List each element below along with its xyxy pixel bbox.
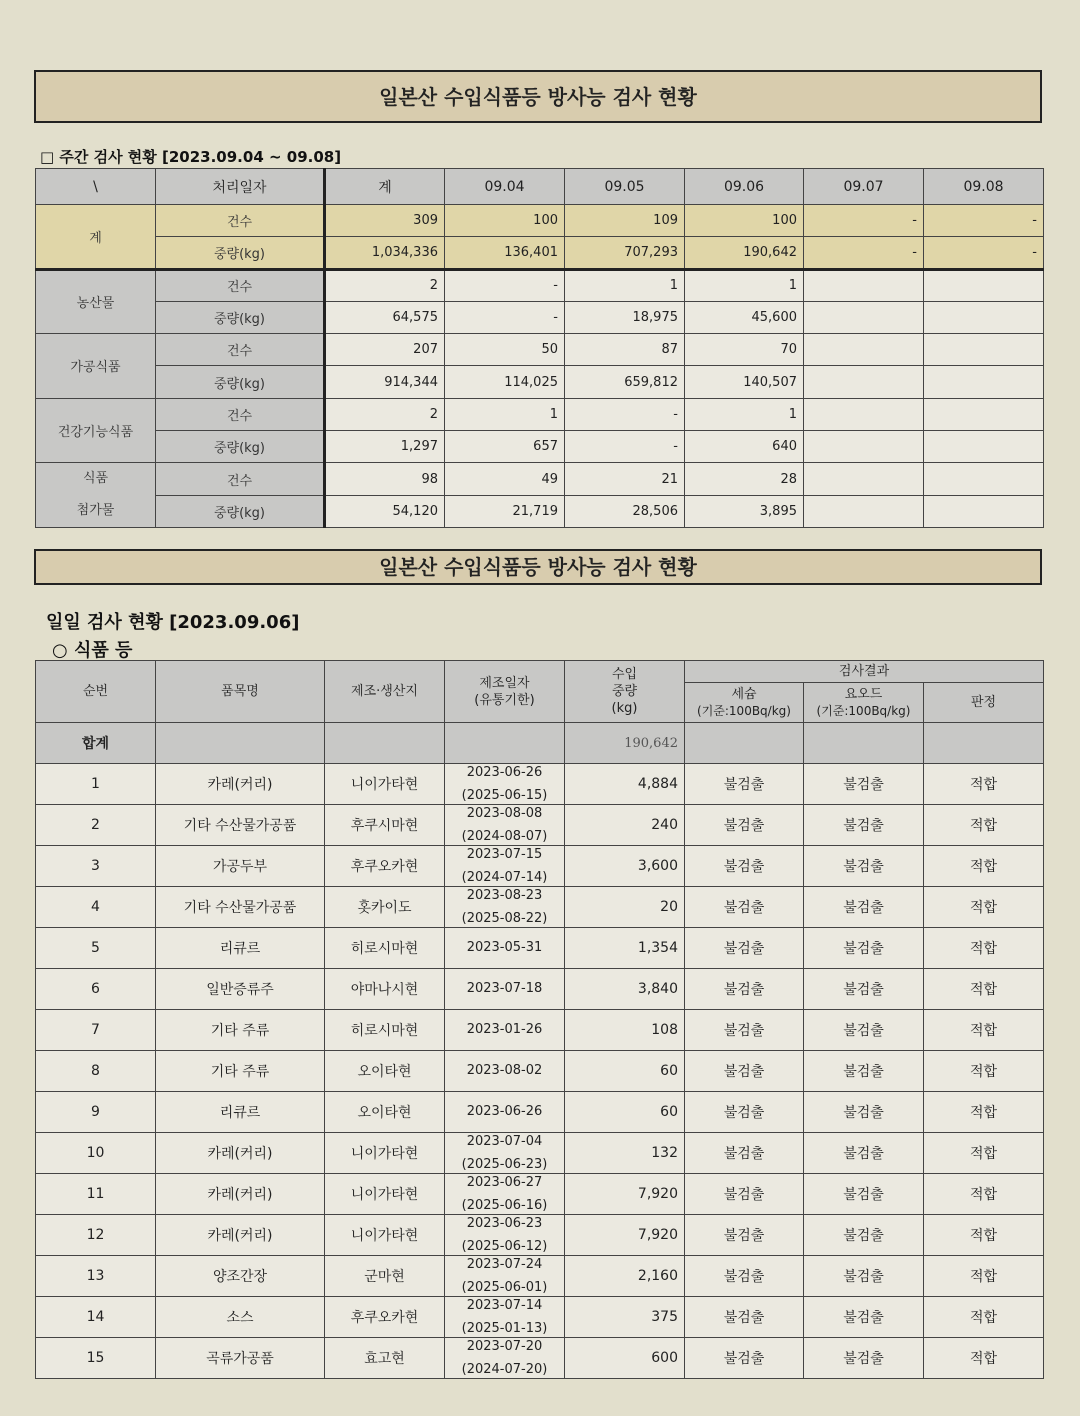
manufacture-date: 2023-07-04	[466, 1134, 543, 1149]
weekly-value: 1,034,336	[325, 237, 445, 269]
weekly-count-label: 건수	[156, 463, 325, 496]
manufacture-date-cell	[445, 1338, 565, 1379]
row-number: 10	[36, 1133, 156, 1174]
header-item: 품목명	[156, 661, 325, 723]
sum-empty	[445, 723, 565, 764]
weekly-value: 109	[565, 205, 685, 237]
expiry-date: (2025-06-23)	[461, 1157, 548, 1172]
header-cesium	[685, 683, 804, 723]
weekly-row-count	[36, 463, 1044, 496]
row-number: 15	[36, 1338, 156, 1379]
header-day: 09.08	[924, 169, 1044, 205]
manufacture-date: 2023-05-31	[466, 940, 543, 955]
manufacture-date-cell	[445, 1133, 565, 1174]
header-day: 09.07	[804, 169, 924, 205]
weekly-count-label: 건수	[156, 398, 325, 430]
header-day: 09.04	[445, 169, 565, 205]
iodine-result: 불검출	[804, 1051, 924, 1092]
item-name: 일반증류주	[156, 969, 325, 1010]
expiry-date: (2025-06-12)	[461, 1239, 548, 1254]
weekly-value: 28	[685, 463, 804, 496]
weekly-value: 21	[565, 463, 685, 496]
manufacture-date-cell	[445, 1051, 565, 1092]
weekly-value: -	[565, 398, 685, 430]
item-name: 카레(커리)	[156, 1215, 325, 1256]
import-weight: 7,920	[565, 1174, 685, 1215]
weekly-value: 54,120	[325, 495, 445, 528]
weekly-value	[924, 301, 1044, 333]
daily-row	[36, 887, 1044, 928]
weekly-value	[804, 398, 924, 430]
import-weight: 600	[565, 1338, 685, 1379]
iodine-result: 불검출	[804, 764, 924, 805]
weekly-category: 농산물	[36, 269, 156, 334]
sum-empty	[924, 723, 1044, 764]
weekly-value	[924, 495, 1044, 528]
iodine-result: 불검출	[804, 969, 924, 1010]
import-weight: 2,160	[565, 1256, 685, 1297]
item-name: 기타 주류	[156, 1051, 325, 1092]
sum-label: 합계	[36, 723, 156, 764]
daily-section-title: 일본산 수입식품등 방사능 검사 현황	[34, 549, 1042, 585]
weekly-count-label: 건수	[156, 334, 325, 366]
weekly-value: 659,812	[565, 366, 685, 398]
weekly-category	[36, 463, 156, 528]
weekly-value: 657	[445, 431, 565, 463]
row-number: 13	[36, 1256, 156, 1297]
header-cesium-line2: (기준:100Bq/kg)	[697, 703, 791, 718]
weekly-value: 140,507	[685, 366, 804, 398]
header-origin: 제조·생산지	[325, 661, 445, 723]
import-weight: 3,840	[565, 969, 685, 1010]
weekly-row-weight	[36, 301, 1044, 333]
origin: 후쿠오카현	[325, 846, 445, 887]
import-weight: 20	[565, 887, 685, 928]
weekly-value	[804, 269, 924, 301]
weekly-value: 70	[685, 334, 804, 366]
header-iodine-line2: (기준:100Bq/kg)	[816, 703, 911, 718]
cesium-result: 불검출	[685, 928, 804, 969]
sum-empty	[325, 723, 445, 764]
iodine-result: 불검출	[804, 805, 924, 846]
cesium-result: 불검출	[685, 764, 804, 805]
header-manufacture-date	[445, 661, 565, 723]
weekly-value: 1	[565, 269, 685, 301]
manufacture-date: 2023-08-02	[466, 1063, 543, 1078]
weekly-value: 640	[685, 431, 804, 463]
weekly-value: 21,719	[445, 495, 565, 528]
iodine-result: 불검출	[804, 1174, 924, 1215]
header-day: 09.05	[565, 169, 685, 205]
manufacture-date: 2023-08-23	[466, 888, 543, 903]
import-weight: 240	[565, 805, 685, 846]
weekly-value	[924, 463, 1044, 496]
weekly-category-line2: 첨가물	[76, 503, 115, 519]
iodine-result: 불검출	[804, 928, 924, 969]
row-number: 1	[36, 764, 156, 805]
verdict: 적합	[924, 1010, 1044, 1051]
origin: 오이타현	[325, 1092, 445, 1133]
manufacture-date: 2023-06-23	[466, 1216, 543, 1231]
manufacture-date-cell	[445, 887, 565, 928]
weekly-value: 18,975	[565, 301, 685, 333]
weekly-value: -	[804, 237, 924, 269]
weekly-value: 49	[445, 463, 565, 496]
weekly-value: 87	[565, 334, 685, 366]
weekly-category: 건강기능식품	[36, 398, 156, 463]
iodine-result: 불검출	[804, 1338, 924, 1379]
item-name: 리큐르	[156, 928, 325, 969]
daily-row	[36, 1215, 1044, 1256]
manufacture-date: 2023-07-15	[466, 847, 543, 862]
manufacture-date: 2023-07-24	[466, 1257, 543, 1272]
weekly-value: 98	[325, 463, 445, 496]
row-number: 3	[36, 846, 156, 887]
expiry-date: (2024-07-14)	[461, 870, 548, 885]
cesium-result: 불검출	[685, 969, 804, 1010]
verdict: 적합	[924, 1215, 1044, 1256]
row-number: 7	[36, 1010, 156, 1051]
expiry-date: (2024-07-20)	[461, 1362, 548, 1377]
daily-row	[36, 928, 1044, 969]
weekly-value: 1	[685, 269, 804, 301]
manufacture-date: 2023-07-18	[466, 981, 543, 996]
iodine-result: 불검출	[804, 846, 924, 887]
origin: 니이가타현	[325, 764, 445, 805]
weekly-value: 114,025	[445, 366, 565, 398]
row-number: 8	[36, 1051, 156, 1092]
item-name: 소스	[156, 1297, 325, 1338]
verdict: 적합	[924, 887, 1044, 928]
import-weight: 60	[565, 1051, 685, 1092]
verdict: 적합	[924, 1338, 1044, 1379]
origin: 군마현	[325, 1256, 445, 1297]
origin: 후쿠오카현	[325, 1297, 445, 1338]
verdict: 적합	[924, 805, 1044, 846]
manufacture-date-cell	[445, 1092, 565, 1133]
weekly-value: 1,297	[325, 431, 445, 463]
weekly-value	[804, 495, 924, 528]
weekly-row-count	[36, 269, 1044, 301]
weekly-heading: □ 주간 검사 현황 [2023.09.04 ~ 09.08]	[40, 148, 342, 166]
manufacture-date: 2023-06-26	[466, 765, 543, 780]
weekly-value: 2	[325, 398, 445, 430]
weekly-value: -	[445, 269, 565, 301]
weekly-row-weight	[36, 237, 1044, 269]
header-no: 순번	[36, 661, 156, 723]
item-name: 리큐르	[156, 1092, 325, 1133]
weekly-value: -	[924, 205, 1044, 237]
weekly-row-count	[36, 398, 1044, 430]
verdict: 적합	[924, 1092, 1044, 1133]
item-name: 곡류가공품	[156, 1338, 325, 1379]
weekly-value	[804, 301, 924, 333]
verdict: 적합	[924, 1174, 1044, 1215]
weekly-value	[924, 334, 1044, 366]
cesium-result: 불검출	[685, 1256, 804, 1297]
item-name: 양조간장	[156, 1256, 325, 1297]
header-date-line1: 제조일자	[479, 675, 530, 691]
daily-row	[36, 1010, 1044, 1051]
import-weight: 60	[565, 1092, 685, 1133]
origin: 후쿠시마현	[325, 805, 445, 846]
header-iodine	[804, 683, 924, 723]
weekly-row-weight	[36, 495, 1044, 528]
cesium-result: 불검출	[685, 1297, 804, 1338]
row-number: 6	[36, 969, 156, 1010]
row-number: 14	[36, 1297, 156, 1338]
weekly-value: 45,600	[685, 301, 804, 333]
weekly-value: -	[565, 431, 685, 463]
sum-empty	[685, 723, 804, 764]
origin: 니이가타현	[325, 1133, 445, 1174]
header-cesium-line1: 세슘	[731, 686, 757, 702]
row-number: 12	[36, 1215, 156, 1256]
header-result: 검사결과	[685, 661, 1044, 683]
manufacture-date: 2023-07-20	[466, 1339, 543, 1354]
import-weight: 7,920	[565, 1215, 685, 1256]
verdict: 적합	[924, 1051, 1044, 1092]
manufacture-date: 2023-07-14	[466, 1298, 543, 1313]
daily-heading: 일일 검사 현황 [2023.09.06]	[46, 612, 300, 633]
item-name: 카레(커리)	[156, 1133, 325, 1174]
expiry-date: (2025-06-16)	[461, 1198, 548, 1213]
daily-row	[36, 1297, 1044, 1338]
iodine-result: 불검출	[804, 1256, 924, 1297]
manufacture-date-cell	[445, 1215, 565, 1256]
weekly-category: 계	[36, 205, 156, 270]
origin: 효고현	[325, 1338, 445, 1379]
daily-row	[36, 764, 1044, 805]
row-number: 9	[36, 1092, 156, 1133]
manufacture-date-cell	[445, 1174, 565, 1215]
row-number: 11	[36, 1174, 156, 1215]
verdict: 적합	[924, 928, 1044, 969]
item-name: 기타 수산물가공품	[156, 887, 325, 928]
origin: 니이가타현	[325, 1215, 445, 1256]
weekly-row-count	[36, 334, 1044, 366]
cesium-result: 불검출	[685, 1174, 804, 1215]
item-name: 기타 주류	[156, 1010, 325, 1051]
weekly-value: 207	[325, 334, 445, 366]
cesium-result: 불검출	[685, 887, 804, 928]
daily-row	[36, 1256, 1044, 1297]
iodine-result: 불검출	[804, 1215, 924, 1256]
daily-row	[36, 805, 1044, 846]
iodine-result: 불검출	[804, 887, 924, 928]
weekly-value: 3,895	[685, 495, 804, 528]
cesium-result: 불검출	[685, 1338, 804, 1379]
expiry-date: (2025-01-13)	[461, 1321, 548, 1336]
manufacture-date-cell	[445, 764, 565, 805]
daily-row	[36, 1133, 1044, 1174]
weekly-value	[804, 334, 924, 366]
daily-row	[36, 1051, 1044, 1092]
item-name: 가공두부	[156, 846, 325, 887]
sum-empty	[804, 723, 924, 764]
row-number: 4	[36, 887, 156, 928]
verdict: 적합	[924, 1297, 1044, 1338]
header-iodine-line1: 요오드	[844, 686, 883, 702]
header-total: 계	[325, 169, 445, 205]
header-day: 09.06	[685, 169, 804, 205]
verdict: 적합	[924, 764, 1044, 805]
cesium-result: 불검출	[685, 1010, 804, 1051]
header-weight-line2: 중량	[611, 684, 638, 699]
manufacture-date-cell	[445, 1256, 565, 1297]
origin: 오이타현	[325, 1051, 445, 1092]
cesium-result: 불검출	[685, 1215, 804, 1256]
manufacture-date: 2023-06-26	[466, 1104, 543, 1119]
weekly-value	[924, 431, 1044, 463]
origin: 야마나시현	[325, 969, 445, 1010]
manufacture-date-cell	[445, 846, 565, 887]
food-subheading: ○ 식품 등	[52, 640, 133, 661]
import-weight: 3,600	[565, 846, 685, 887]
header-weight-line3: (kg)	[611, 701, 638, 716]
row-number: 5	[36, 928, 156, 969]
header-weight-line1: 수입	[611, 667, 638, 682]
weekly-value: -	[804, 205, 924, 237]
daily-row	[36, 1338, 1044, 1379]
import-weight: 1,354	[565, 928, 685, 969]
iodine-result: 불검출	[804, 1092, 924, 1133]
weekly-value	[924, 366, 1044, 398]
weekly-value: 100	[445, 205, 565, 237]
weekly-value	[924, 398, 1044, 430]
manufacture-date: 2023-08-08	[466, 806, 543, 821]
weekly-value	[804, 366, 924, 398]
header-verdict: 판정	[924, 683, 1044, 723]
expiry-date: (2025-08-22)	[461, 911, 548, 926]
iodine-result: 불검출	[804, 1010, 924, 1051]
manufacture-date-cell	[445, 1010, 565, 1051]
weekly-value	[804, 431, 924, 463]
verdict: 적합	[924, 1133, 1044, 1174]
weekly-value: 64,575	[325, 301, 445, 333]
expiry-date: (2025-06-01)	[461, 1280, 548, 1295]
item-name: 카레(커리)	[156, 1174, 325, 1215]
weekly-weight-label: 중량(kg)	[156, 431, 325, 463]
import-weight: 132	[565, 1133, 685, 1174]
origin: 히로시마현	[325, 928, 445, 969]
manufacture-date: 2023-06-27	[466, 1175, 543, 1190]
daily-row	[36, 1174, 1044, 1215]
weekly-row-count	[36, 205, 1044, 237]
import-weight: 375	[565, 1297, 685, 1338]
weekly-value: 309	[325, 205, 445, 237]
weekly-weight-label: 중량(kg)	[156, 301, 325, 333]
weekly-value: 2	[325, 269, 445, 301]
daily-row	[36, 969, 1044, 1010]
import-weight: 4,884	[565, 764, 685, 805]
manufacture-date-cell	[445, 1297, 565, 1338]
weekly-value	[804, 463, 924, 496]
header-date-label: 처리일자	[156, 169, 325, 205]
sum-row	[36, 723, 1044, 764]
weekly-weight-label: 중량(kg)	[156, 237, 325, 269]
sum-value: 190,642	[565, 723, 685, 764]
cesium-result: 불검출	[685, 1092, 804, 1133]
weekly-header-row	[36, 169, 1044, 205]
verdict: 적합	[924, 969, 1044, 1010]
weekly-count-label: 건수	[156, 269, 325, 301]
weekly-value: 914,344	[325, 366, 445, 398]
weekly-value: 190,642	[685, 237, 804, 269]
expiry-date: (2024-08-07)	[461, 829, 548, 844]
weekly-value	[924, 269, 1044, 301]
weekly-value: 100	[685, 205, 804, 237]
header-corner: \	[36, 169, 156, 205]
cesium-result: 불검출	[685, 805, 804, 846]
iodine-result: 불검출	[804, 1133, 924, 1174]
weekly-value: 1	[445, 398, 565, 430]
cesium-result: 불검출	[685, 846, 804, 887]
weekly-value: -	[924, 237, 1044, 269]
weekly-value: 28,506	[565, 495, 685, 528]
weekly-table	[35, 168, 1044, 528]
import-weight: 108	[565, 1010, 685, 1051]
manufacture-date-cell	[445, 805, 565, 846]
row-number: 2	[36, 805, 156, 846]
weekly-weight-label: 중량(kg)	[156, 495, 325, 528]
header-import-weight	[565, 661, 685, 723]
weekly-section-title: 일본산 수입식품등 방사능 검사 현황	[34, 70, 1042, 123]
weekly-weight-label: 중량(kg)	[156, 366, 325, 398]
weekly-count-label: 건수	[156, 205, 325, 237]
cesium-result: 불검출	[685, 1133, 804, 1174]
expiry-date: (2025-06-15)	[461, 788, 548, 803]
item-name: 카레(커리)	[156, 764, 325, 805]
daily-table	[35, 660, 1044, 1379]
origin: 히로시마현	[325, 1010, 445, 1051]
weekly-value: 136,401	[445, 237, 565, 269]
manufacture-date-cell	[445, 969, 565, 1010]
origin: 니이가타현	[325, 1174, 445, 1215]
weekly-category-line1: 식품	[82, 471, 109, 487]
iodine-result: 불검출	[804, 1297, 924, 1338]
weekly-value: -	[445, 301, 565, 333]
weekly-value: 1	[685, 398, 804, 430]
cesium-result: 불검출	[685, 1051, 804, 1092]
item-name: 기타 수산물가공품	[156, 805, 325, 846]
header-date-line2: (유통기한)	[474, 692, 535, 708]
manufacture-date: 2023-01-26	[466, 1022, 543, 1037]
daily-row	[36, 1092, 1044, 1133]
verdict: 적합	[924, 1256, 1044, 1297]
daily-row	[36, 846, 1044, 887]
weekly-row-weight	[36, 431, 1044, 463]
manufacture-date-cell	[445, 928, 565, 969]
origin: 홋카이도	[325, 887, 445, 928]
weekly-category: 가공식품	[36, 334, 156, 399]
sum-empty	[156, 723, 325, 764]
weekly-value: 50	[445, 334, 565, 366]
weekly-value: 707,293	[565, 237, 685, 269]
weekly-row-weight	[36, 366, 1044, 398]
verdict: 적합	[924, 846, 1044, 887]
